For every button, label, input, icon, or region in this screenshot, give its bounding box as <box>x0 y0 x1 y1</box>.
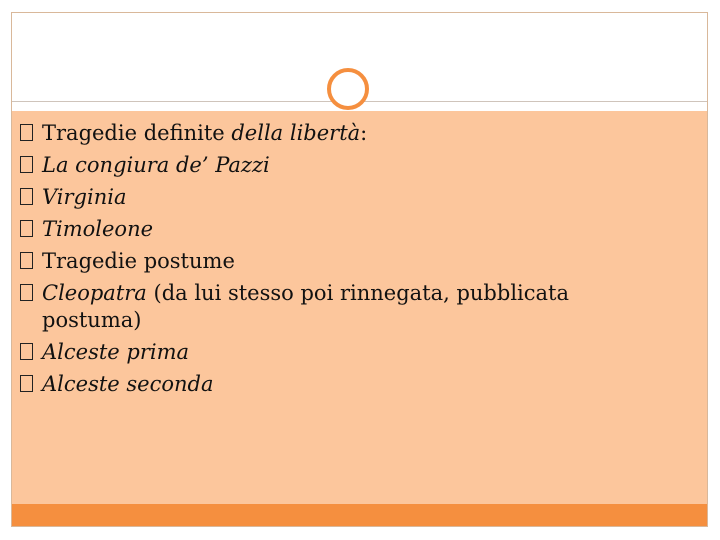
bullet-box-icon <box>20 156 33 173</box>
bullet-box-icon <box>20 252 33 269</box>
bullet-text-part: Tragedie definite <box>42 121 232 145</box>
bullet-box-icon <box>20 188 33 205</box>
bullet-item <box>20 369 660 401</box>
decorative-circle-icon <box>327 68 369 110</box>
bullet-text-part: La congiura de’ Pazzi <box>42 152 270 177</box>
bullet-item <box>20 182 660 214</box>
bullet-box-icon <box>20 284 33 301</box>
bullet-text-part: Virginia <box>42 184 127 209</box>
bullet-item <box>20 118 660 150</box>
bullet-box-icon <box>20 375 33 392</box>
bullet-text-part: Cleopatra <box>42 280 147 305</box>
bullet-text-part: Tragedie postume <box>42 248 235 273</box>
bullet-text-part: Alceste seconda <box>42 372 214 397</box>
bullet-text-part: : <box>360 121 368 145</box>
bullet-text-part: della libertà <box>231 121 361 145</box>
bullet-list <box>20 118 660 401</box>
bullet-text-part: Timoleone <box>42 216 154 241</box>
bullet-text-part: Alceste prima <box>42 340 190 365</box>
bottom-accent-bar <box>12 504 707 526</box>
bullet-box-icon <box>20 124 33 141</box>
bullet-item <box>20 278 660 338</box>
bullet-text-part: (da lui stesso poi rinnegata, pubblicata <box>146 280 569 305</box>
bullet-item <box>20 337 660 369</box>
bullet-item <box>20 246 660 278</box>
bullet-item <box>20 214 660 246</box>
bullet-box-icon <box>20 220 33 237</box>
bullet-continuation: postuma) <box>42 308 142 333</box>
bullet-box-icon <box>20 343 33 360</box>
bullet-item <box>20 150 660 182</box>
